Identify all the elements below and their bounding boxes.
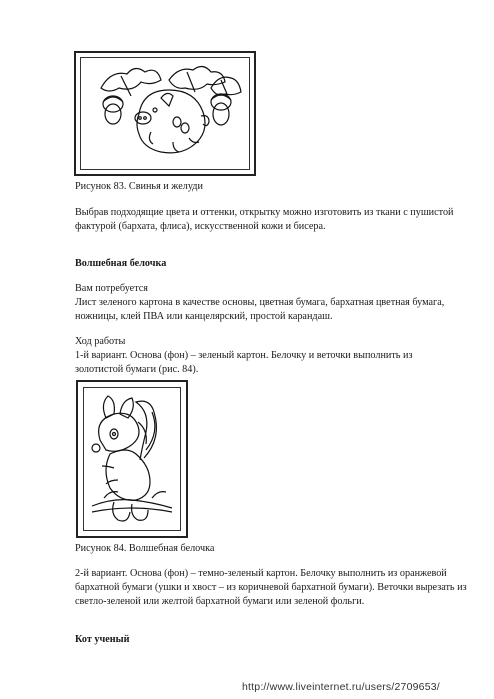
variant-1-line-2: золотистой бумаги (рис. 84). bbox=[75, 364, 199, 375]
variant-2-line-3: светло-зеленой или желтой бархатной бумаги или зеленой фольги. bbox=[75, 596, 365, 607]
squirrel-illustration bbox=[84, 388, 180, 530]
paragraph-1-line-1: Выбрав подходящие цвета и оттенки, открытку можно изготовить из ткани с пушистой bbox=[75, 207, 454, 218]
needs-line-1: Лист зеленого картона в качестве основы, цветная бумага, бархатная цветная бумага, bbox=[75, 297, 445, 308]
figure-83-frame bbox=[74, 51, 256, 176]
figure-83-caption: Рисунок 83. Свинья и желуди bbox=[75, 181, 203, 192]
needs-heading: Вам потребуется bbox=[75, 283, 148, 294]
source-url: http://www.liveinternet.ru/users/2709653/ bbox=[242, 681, 440, 693]
section-title-cat: Кот ученый bbox=[75, 634, 130, 645]
figure-84-frame bbox=[76, 380, 188, 538]
pig-and-acorns-illustration bbox=[81, 58, 249, 169]
paragraph-1-line-2: фактурой (бархата, флиса), искусственной кожи и бисера. bbox=[75, 221, 326, 232]
variant-2-line-2: бархатной бумаги (ушки и хвост – из коричневой бархатной бумаги). Веточки вырезать из bbox=[75, 582, 467, 593]
figure-83-inner-border bbox=[80, 57, 250, 170]
variant-1-line-1: 1-й вариант. Основа (фон) – зеленый картон. Белочку и веточки выполнить из bbox=[75, 350, 413, 361]
work-heading: Ход работы bbox=[75, 336, 126, 347]
figure-84-inner-border bbox=[83, 387, 181, 531]
needs-line-2: ножницы, клей ПВА или канцелярский, простой карандаш. bbox=[75, 311, 333, 322]
figure-84-caption: Рисунок 84. Волшебная белочка bbox=[75, 543, 215, 554]
variant-2-line-1: 2-й вариант. Основа (фон) – темно-зеленый картон. Белочку выполнить из оранжевой bbox=[75, 568, 447, 579]
section-title-squirrel: Волшебная белочка bbox=[75, 258, 167, 269]
